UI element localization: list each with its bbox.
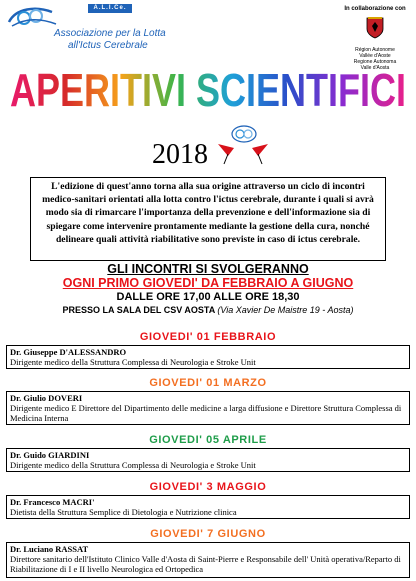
intro-box xyxy=(30,177,386,261)
collab-label: In collaborazione con xyxy=(344,6,406,12)
speaker-role: Dirigente medico E Direttore del Dipartimento delle medicine a larga diffusione e Direttore Struttura Complessa di Medicina Interna xyxy=(10,403,402,423)
speaker-name: Dr. Giuseppe D'ALESSANDRO xyxy=(10,347,127,357)
header xyxy=(0,0,416,71)
speaker-role: Dirigente medico della Struttura Complessa di Neurologia e Stroke Unit xyxy=(10,357,256,367)
event-date: GIOVEDI' 01 MARZO xyxy=(149,377,267,389)
year: 2018 xyxy=(152,139,208,170)
event-date: GIOVEDI' 7 GIUGNO xyxy=(150,528,266,540)
speaker-name: Dr. Francesco MACRI' xyxy=(10,497,95,507)
association-name-line1: Associazione per la Lotta xyxy=(54,28,166,39)
main-title-text: APERITIVI SCIENTIFICI xyxy=(10,64,406,114)
collab-org-line4: Valle d'Aosta xyxy=(360,65,390,71)
speaker-name: Dr. Luciano RASSAT xyxy=(10,544,89,554)
event-date: GIOVEDI' 3 MAGGIO xyxy=(149,481,267,493)
collab-org-line3: Regione Autonoma xyxy=(353,59,397,65)
region-seal-icon xyxy=(365,16,385,40)
main-title xyxy=(8,62,408,114)
speaker-role: Direttore sanitario dell'Istituto Clinico Valle d'Aosta di Saint-Pierre e Responsabile dell' Unità operativa/Reparto di Riabilitazione di I e II livello Neurologica ed Ortopedica xyxy=(10,554,401,574)
speaker-role: Dietista della Struttura Semplice di Dietologia e Nutrizione clinica xyxy=(10,507,237,517)
speaker-box xyxy=(6,495,410,519)
venue-address: (Via Xavier De Maistre 19 - Aosta) xyxy=(217,305,354,315)
alice-logo xyxy=(6,4,166,54)
venue-name: PRESSO LA SALA DEL CSV AOSTA xyxy=(62,305,215,315)
aperitivo-glasses-icon xyxy=(214,120,272,166)
schedule-heading: GLI INCONTRI SI SVOLGERANNO xyxy=(107,262,309,276)
speaker-box xyxy=(6,542,410,578)
intro-text: L'edizione di quest'anno torna alla sua origine attraverso un ciclo di incontri medico-sanitari orientati alla lotta contro l'ictus cerebrale, durante i quali si avrà modo sia di rimarcare l'importanza della prevenzione e dell'informazione sia di spiegare come intervenire prontamente mediante la gestione della cura, nonché delineare quali attività riabilitative sono previste in caso di ictus cerebrale. xyxy=(42,181,374,245)
speaker-name: Dr. Giulio DOVERI xyxy=(10,393,83,403)
schedule-times: DALLE ORE 17,00 ALLE ORE 18,30 xyxy=(116,291,300,303)
event-date: GIOVEDI' 01 FEBBRAIO xyxy=(139,331,277,343)
speaker-box xyxy=(6,391,410,425)
speaker-box xyxy=(6,345,410,369)
alice-logo-graphic xyxy=(6,4,58,28)
year-row xyxy=(0,140,416,174)
schedule-days: OGNI PRIMO GIOVEDI' DA FEBBRAIO A GIUGNO xyxy=(62,276,354,290)
schedule-info xyxy=(0,262,416,316)
speaker-role: Dirigente medico della Struttura Complessa di Neurologia e Stroke Unit xyxy=(10,460,256,470)
event-date: GIOVEDI' 05 APRILE xyxy=(149,434,267,446)
schedule-venue xyxy=(0,304,416,316)
speaker-name: Dr. Guido GIARDINI xyxy=(10,450,90,460)
speaker-box xyxy=(6,448,410,472)
collab-org-line1: Région Autonome xyxy=(355,47,395,53)
association-name-line2: all'Ictus Cerebrale xyxy=(68,40,148,51)
collab-org-line2: Vallée d'Aoste xyxy=(359,53,391,59)
alice-acronym: A.L.I.Ce. Italia xyxy=(88,4,132,13)
